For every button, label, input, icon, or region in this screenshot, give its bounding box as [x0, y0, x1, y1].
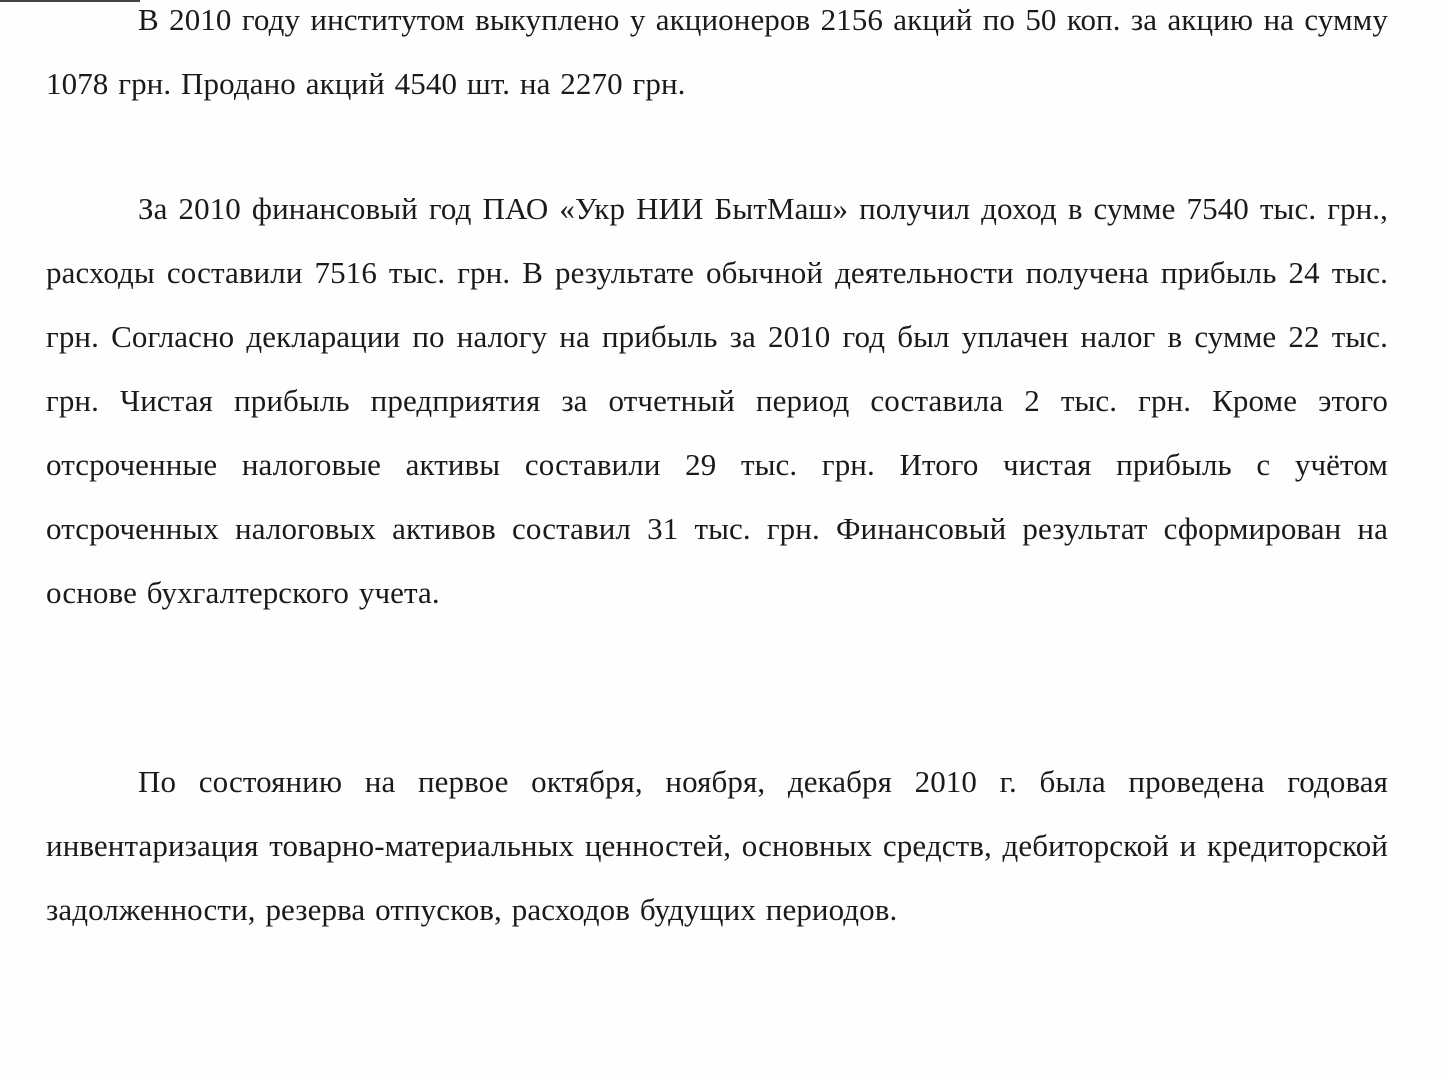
paragraph-inventory: По состоянию на первое октября, ноября, декабря 2010 г. была проведена годовая инвентаризация товарно-материальных ценностей, основных средств, дебиторской и кредиторской задолженности, резерва отпусков, расходов будущих периодов. [46, 764, 1388, 927]
paragraph-share-buyback: В 2010 году институтом выкуплено у акционеров 2156 акций по 50 коп. за акцию на сумму 1078 грн. Продано акций 4540 шт. на 2270 грн. [46, 2, 1388, 101]
paragraph-financial-results: За 2010 финансовый год ПАО «Укр НИИ БытМаш» получил доход в сумме 7540 тыс. грн., расходы составили 7516 тыс. грн. В результате обычной деятельности получена прибыль 24 тыс. грн. Согласно декларации по налогу на прибыль за 2010 год был уплачен налог в сумме 22 тыс. грн. Чистая прибыль предприятия за отчетный период составила 2 тыс. грн. Кроме этого отсроченные налоговые активы составили 29 тыс. грн. Итого чистая прибыль с учётом отсроченных налоговых активов составил 31 тыс. грн. Финансовый результат сформирован на основе бухгалтерского учета. [46, 191, 1388, 610]
